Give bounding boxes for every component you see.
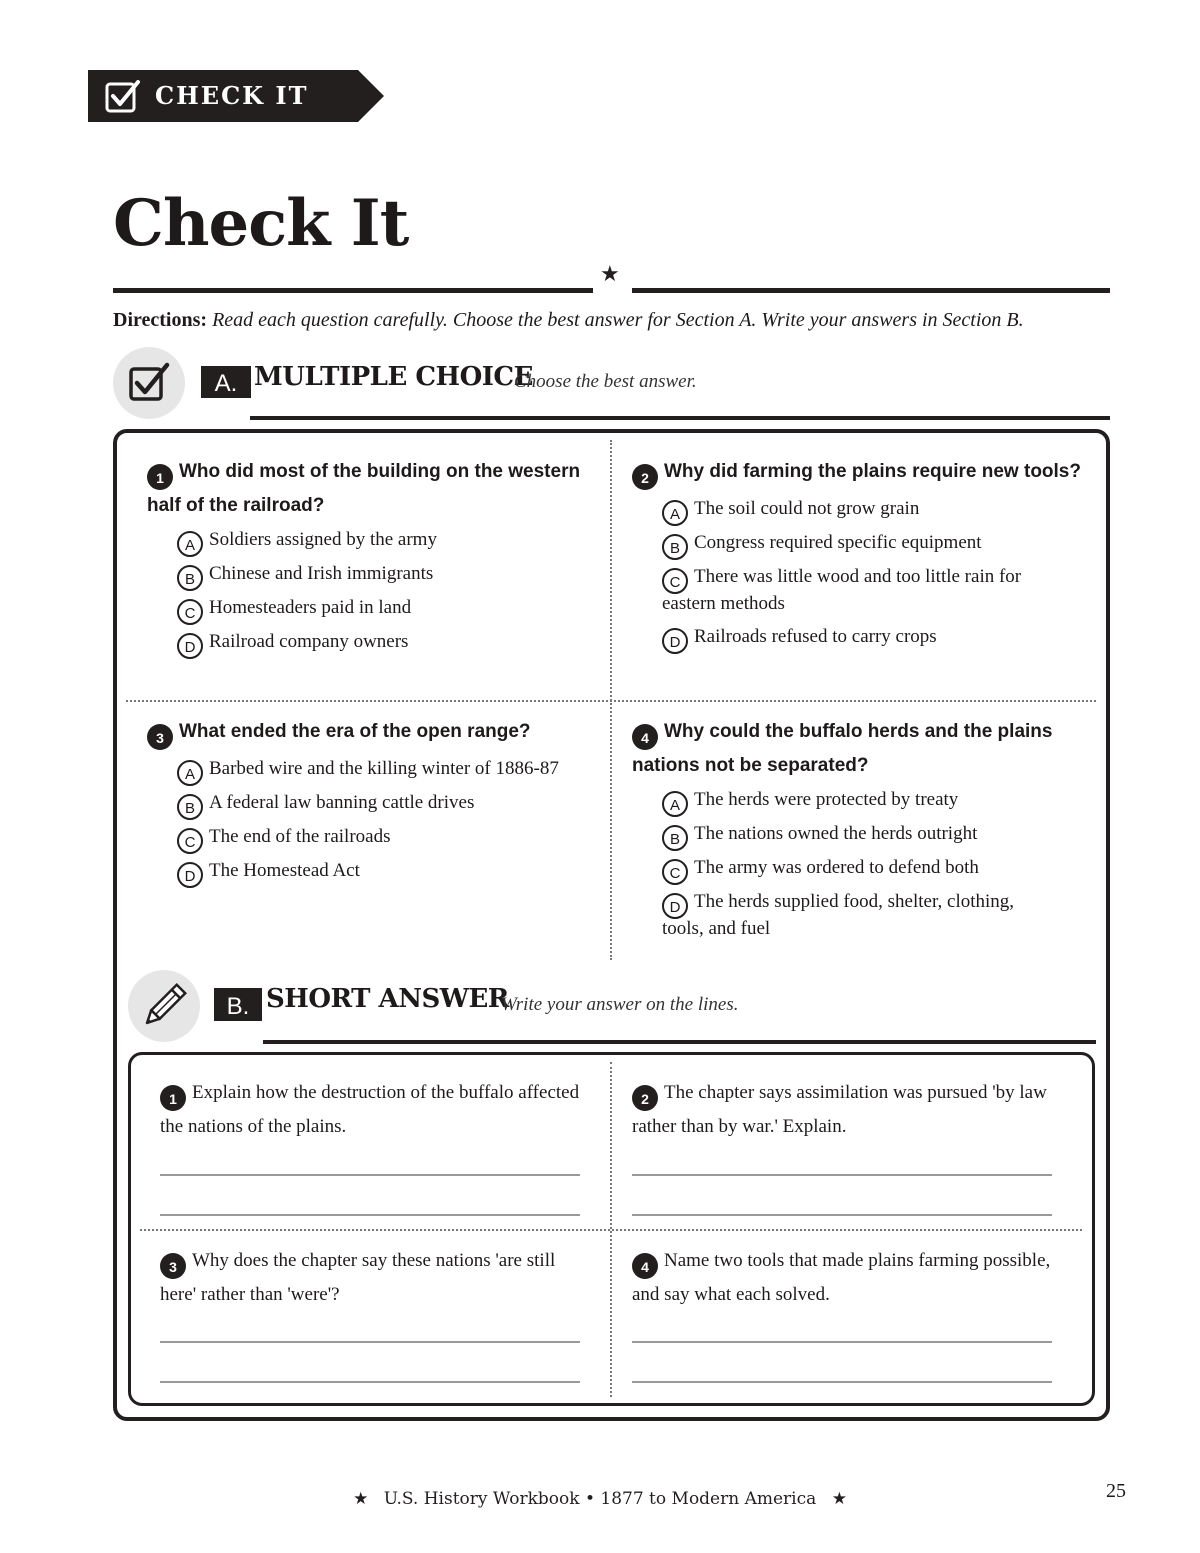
directions-text: Read each question carefully. Choose the best answer for Section A. Write your answers in Section B. bbox=[212, 309, 1024, 331]
star-icon: ★ bbox=[831, 1489, 847, 1509]
section-a-letter: A. bbox=[201, 366, 251, 398]
question-number: 3 bbox=[147, 724, 173, 750]
question-stem: 3 What ended the era of the open range? bbox=[147, 716, 597, 750]
option-circle[interactable]: D bbox=[177, 862, 203, 888]
section-a-horizontal-divider bbox=[126, 700, 1096, 702]
sa-question-2 bbox=[632, 1077, 1062, 1142]
option-circle[interactable]: C bbox=[177, 599, 203, 625]
mc-question-1 bbox=[147, 456, 597, 659]
answer-line[interactable] bbox=[160, 1214, 580, 1216]
directions-label: Directions: bbox=[113, 309, 208, 331]
check-it-banner bbox=[88, 70, 384, 122]
footer bbox=[0, 1489, 1200, 1509]
answer-line[interactable] bbox=[160, 1174, 580, 1176]
title-rule-left bbox=[113, 288, 593, 293]
question-number: 2 bbox=[632, 1085, 658, 1111]
footer-text: U.S. History Workbook • 1877 to Modern America bbox=[383, 1489, 817, 1509]
option-circle[interactable]: B bbox=[662, 825, 688, 851]
option-c[interactable]: C Homesteaders paid in land bbox=[177, 591, 597, 625]
banner-label: CHECK IT bbox=[155, 81, 309, 110]
question-stem: 4 Why could the buffalo herds and the plains nations not be separated? bbox=[632, 721, 1053, 776]
option-circle[interactable]: C bbox=[662, 859, 688, 885]
option-circle[interactable]: B bbox=[177, 565, 203, 591]
section-b-horizontal-divider bbox=[140, 1229, 1082, 1231]
option-d[interactable]: D The Homestead Act bbox=[177, 854, 597, 888]
question-number: 4 bbox=[632, 1253, 658, 1279]
question-prompt: 1 Explain how the destruction of the buffalo affected the nations of the plains. bbox=[160, 1082, 580, 1137]
section-b-title: SHORT ANSWER bbox=[266, 984, 509, 1014]
mc-question-4 bbox=[632, 716, 1082, 945]
option-circle[interactable]: C bbox=[177, 828, 203, 854]
title-rule-right bbox=[632, 288, 1110, 293]
mc-question-3 bbox=[147, 716, 597, 888]
option-circle[interactable]: D bbox=[662, 893, 688, 919]
option-circle[interactable]: A bbox=[662, 791, 688, 817]
answer-line[interactable] bbox=[632, 1381, 1052, 1383]
option-circle[interactable]: C bbox=[662, 568, 688, 594]
pencil-icon bbox=[128, 970, 200, 1042]
option-d[interactable]: D The herds supplied food, shelter, clothing, bbox=[662, 885, 1082, 919]
section-a-icon-circle bbox=[113, 347, 185, 419]
option-c[interactable]: C The end of the railroads bbox=[177, 820, 597, 854]
option-b[interactable]: B Chinese and Irish immigrants bbox=[177, 557, 597, 591]
option-b[interactable]: B Congress required specific equipment bbox=[662, 526, 1082, 560]
sa-question-1 bbox=[160, 1077, 590, 1142]
question-prompt: 4 Name two tools that made plains farming possible, and say what each solved. bbox=[632, 1250, 1051, 1305]
sa-question-4 bbox=[632, 1245, 1062, 1310]
question-number: 4 bbox=[632, 724, 658, 750]
option-c[interactable]: C The army was ordered to defend both bbox=[662, 851, 1082, 885]
section-b-subtitle: Write your answer on the lines. bbox=[501, 994, 739, 1015]
option-c[interactable]: C There was little wood and too little rain for bbox=[662, 560, 1082, 594]
section-b-icon-circle bbox=[128, 970, 200, 1042]
question-number: 1 bbox=[160, 1085, 186, 1111]
option-circle[interactable]: A bbox=[177, 531, 203, 557]
question-number: 1 bbox=[147, 464, 173, 490]
star-icon: ★ bbox=[600, 262, 620, 287]
option-d-continued: tools, and fuel bbox=[662, 918, 771, 939]
option-a[interactable]: A Barbed wire and the killing winter of 1886-87 bbox=[177, 752, 597, 786]
option-circle[interactable]: D bbox=[177, 633, 203, 659]
question-stem: 2 Why did farming the plains require new tools? bbox=[632, 456, 1082, 490]
option-c-continued: eastern methods bbox=[662, 593, 785, 614]
section-a-rule bbox=[250, 416, 1110, 420]
option-circle[interactable]: D bbox=[662, 628, 688, 654]
option-circle[interactable]: B bbox=[177, 794, 203, 820]
option-d[interactable]: D Railroad company owners bbox=[177, 625, 597, 659]
option-a[interactable]: A The herds were protected by treaty bbox=[662, 783, 1082, 817]
page-number: 25 bbox=[1106, 1480, 1126, 1502]
answer-line[interactable] bbox=[632, 1174, 1052, 1176]
star-icon: ★ bbox=[353, 1489, 369, 1509]
question-prompt: 2 The chapter says assimilation was pursued 'by law rather than by war.' Explain. bbox=[632, 1082, 1047, 1137]
option-b[interactable]: B The nations owned the herds outright bbox=[662, 817, 1082, 851]
option-circle[interactable]: B bbox=[662, 534, 688, 560]
section-a-subtitle: Choose the best answer. bbox=[514, 371, 697, 392]
section-b-rule bbox=[263, 1040, 1096, 1044]
sa-question-3 bbox=[160, 1245, 590, 1310]
answer-line[interactable] bbox=[632, 1214, 1052, 1216]
directions bbox=[113, 309, 1024, 332]
question-number: 3 bbox=[160, 1253, 186, 1279]
section-b-letter: B. bbox=[214, 988, 262, 1021]
section-a-title: MULTIPLE CHOICE bbox=[254, 362, 533, 392]
question-stem: 1 Who did most of the building on the western half of the railroad? bbox=[147, 461, 581, 516]
checkbox-icon bbox=[113, 347, 185, 419]
option-a[interactable]: A Soldiers assigned by the army bbox=[177, 523, 597, 557]
option-a[interactable]: A The soil could not grow grain bbox=[662, 492, 1082, 526]
answer-line[interactable] bbox=[160, 1341, 580, 1343]
option-circle[interactable]: A bbox=[662, 500, 688, 526]
option-d[interactable]: D Railroads refused to carry crops bbox=[662, 620, 1082, 654]
mc-question-2 bbox=[632, 456, 1082, 654]
page-title: Check It bbox=[113, 186, 409, 261]
option-circle[interactable]: A bbox=[177, 760, 203, 786]
answer-line[interactable] bbox=[160, 1381, 580, 1383]
question-number: 2 bbox=[632, 464, 658, 490]
question-prompt: 3 Why does the chapter say these nations 'are still here' rather than 'were'? bbox=[160, 1250, 556, 1305]
option-b[interactable]: B A federal law banning cattle drives bbox=[177, 786, 597, 820]
answer-line[interactable] bbox=[632, 1341, 1052, 1343]
